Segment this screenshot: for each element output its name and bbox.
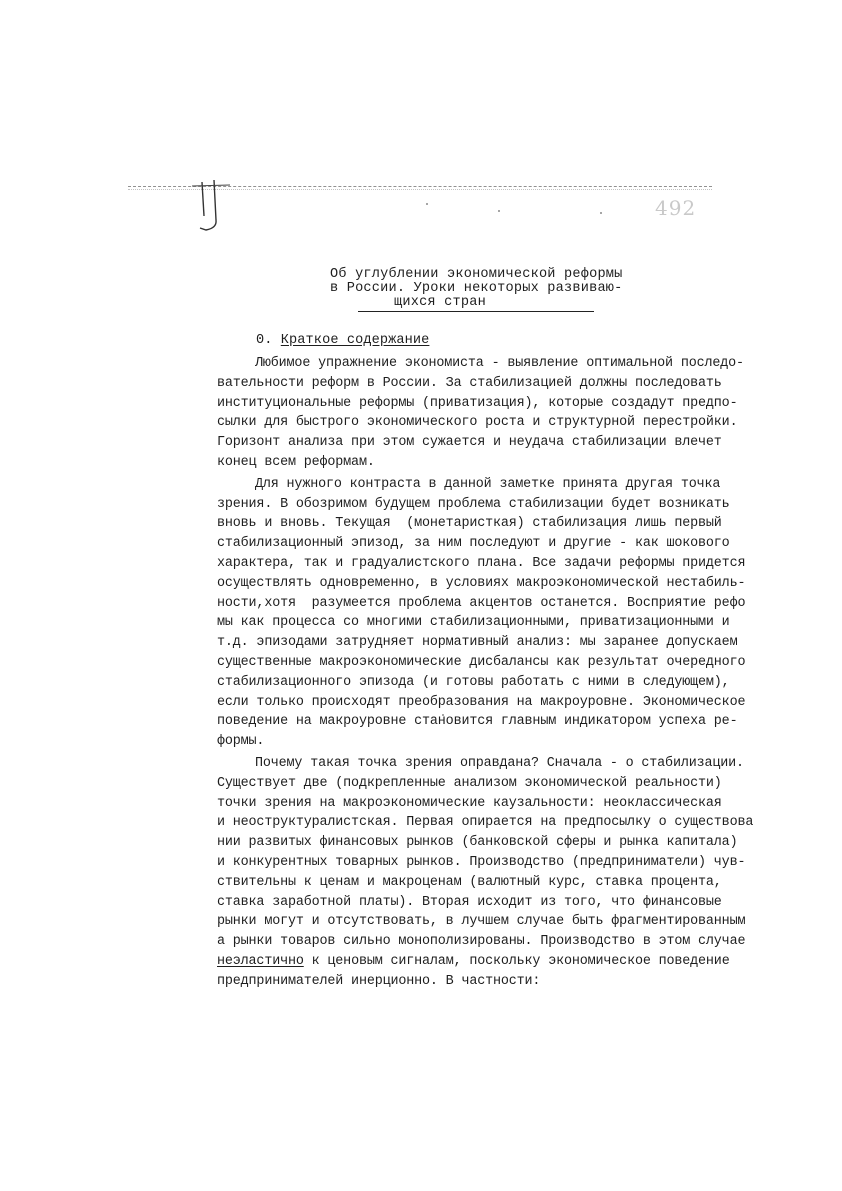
text-line: Горизонт анализа при этом сужается и неудача стабилизации влечет (217, 435, 722, 451)
section-heading (256, 333, 429, 348)
page-number-mark: 492 (655, 196, 697, 220)
text-line: Почему такая точка зрения оправдана? Сначала - о стабилизации. (255, 755, 744, 771)
text-line: вновь и вновь. Текущая (монетаристкая) стабилизация лишь первый (217, 516, 722, 532)
text-line: и конкурентных товарных рынков. Производство (предприниматели) чув- (217, 854, 746, 870)
section-title: Краткое содержание (280, 333, 430, 348)
text-line: сылки для быстрого экономического роста и структурной перестройки. (217, 415, 738, 431)
text-line: конец всем реформам. (217, 454, 375, 470)
text-line: Для нужного контраста в данной заметке принята другая точка (255, 476, 721, 492)
text-line: ставка заработной платы). Вторая исходит из того, что финансовые (217, 894, 722, 910)
text-line: нии развитых финансовых рынков (банковской сферы и рынка капитала) (217, 835, 738, 851)
text-line: характера, так и градуалистского плана. Все задачи реформы придется (217, 555, 746, 571)
document-title (330, 267, 623, 310)
text-line: Существует две (подкрепленные анализом экономической реальности) (217, 775, 722, 791)
text-line: ствительны к ценам и макроценам (валютный курс, ставка процента, (217, 874, 722, 890)
text-line (217, 952, 730, 972)
text-line: формы. (217, 734, 265, 750)
text-span: к ценовым сигналам, поскольку экономическое поведение (303, 953, 730, 969)
handwritten-margin-mark (190, 178, 240, 238)
scan-speck (600, 212, 602, 214)
scan-speck (498, 210, 500, 212)
text-line: рынки могут и отсутствовать, в лучшем случае быть фрагментированным (217, 914, 746, 930)
title-line: щихся стран (394, 295, 486, 310)
text-line: предпринимателей инерционно. В частности: (217, 973, 541, 989)
text-line: поведение на макроуровне становится главным индикатором успеха ре- (217, 714, 738, 730)
text-line: зрения. В обозримом будущем проблема стабилизации будет возникать (217, 496, 730, 512)
text-line: стабилизационного эпизода (и готовы работать с ними в следующем), (217, 674, 730, 690)
text-line: Любимое упражнение экономиста - выявление оптимальной последо- (255, 356, 744, 371)
text-line: институциональные реформы (приватизация), которые создадут предпо- (217, 395, 738, 411)
text-line: стабилизационный эпизод, за ним последуют и другие - как шокового (217, 536, 730, 552)
text-line: точки зрения на макроэкономические каузальности: неоклассическая (217, 795, 722, 811)
paragraph (217, 754, 754, 992)
section-number: 0. (256, 333, 273, 348)
text-line: мы как процесса со многими стабилизационными, приватизационными и (217, 615, 730, 631)
paragraph (217, 354, 744, 473)
paragraph (217, 475, 746, 752)
text-line: т.д. эпизодами затрудняет нормативный анализ: мы заранее допускаем (217, 635, 738, 651)
underlined-word: неэластично (217, 953, 304, 969)
scan-speck (426, 203, 428, 205)
title-line: в России. Уроки некоторых развиваю- (330, 281, 623, 296)
text-line: осуществлять одновременно, в условиях макроэкономической нестабиль- (217, 575, 746, 591)
title-underline (358, 311, 594, 312)
text-line: существенные макроэкономические дисбалансы как результат очередного (217, 654, 746, 670)
title-line: Об углублении экономической реформы (330, 267, 623, 282)
text-line: и неоструктуралистская. Первая опирается на предпосылку о существова (217, 815, 754, 831)
text-line: ности,хотя разумеется проблема акцентов останется. Восприятие рефо (217, 595, 746, 611)
text-line: если только происходят преобразования на макроуровне. Экономическое (217, 694, 746, 710)
text-line: а рынки товаров сильно монополизированы. Производство в этом случае (217, 934, 746, 950)
text-line: вательности реформ в России. За стабилизацией должны последовать (217, 375, 722, 391)
body-text (217, 354, 754, 994)
